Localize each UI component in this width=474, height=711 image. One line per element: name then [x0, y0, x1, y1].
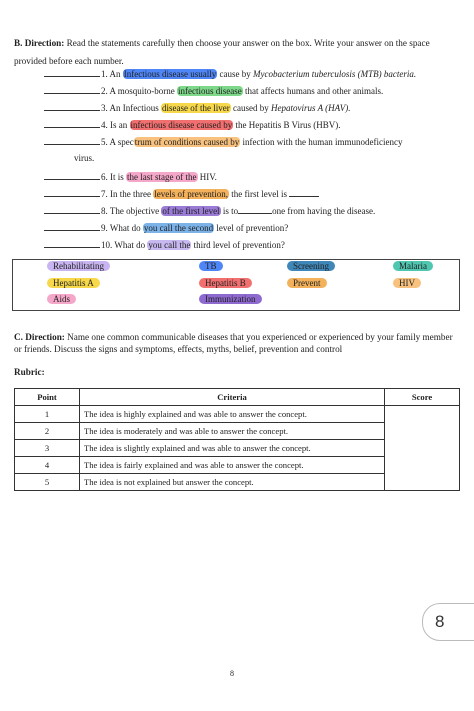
choice-tb: TB: [199, 261, 223, 271]
question-item: [44, 238, 285, 250]
rubric-label: Rubric:: [14, 367, 45, 377]
highlighted-text: disease of the liver: [162, 103, 230, 113]
question-text: the first level is: [228, 189, 290, 199]
question-text: In the three: [110, 189, 154, 199]
rubric-score-cell[interactable]: [385, 406, 460, 491]
question-text: third level of prevention?: [191, 240, 285, 250]
question-number: 8.: [101, 206, 110, 216]
question-text: the Hepatitis B Virus (HBV).: [233, 120, 341, 130]
question-number: 9.: [101, 223, 110, 233]
rubric-point: 4: [15, 457, 80, 474]
answer-blank[interactable]: [44, 67, 100, 77]
page-badge[interactable]: 8: [422, 603, 474, 641]
section-b-instruction: Read the statements carefully then choose your answer on the box. Write your answer on the space provided before each number.: [14, 38, 430, 66]
question-text: cause by: [217, 69, 253, 79]
choice-immunization: Immunization: [199, 294, 262, 304]
highlighted-text: levels of prevention,: [154, 189, 228, 199]
question-item: [44, 84, 383, 96]
inline-answer-blank[interactable]: [289, 187, 319, 197]
highlighted-text: you call the: [148, 240, 191, 250]
question-text: HIV.: [197, 172, 217, 182]
question-item: [44, 67, 416, 79]
section-c-instruction: Name one common communicable diseases that you experienced or experienced by your family member or friends. Discuss the signs and symptoms, effects, myths, belief, prevention and control: [14, 332, 453, 354]
question-text: What do: [114, 240, 148, 250]
answer-blank[interactable]: [44, 187, 100, 197]
question-item: [44, 118, 341, 130]
question-item: [44, 187, 319, 199]
question-text: that affects humans and other animals.: [242, 86, 384, 96]
question-item: [44, 135, 402, 147]
highlighted-text: trum of conditions caused by: [134, 137, 240, 147]
choice-hepatitis-b: Hepatitis B: [199, 278, 252, 288]
answer-blank[interactable]: [44, 101, 100, 111]
question-number: 4.: [101, 120, 110, 130]
answer-blank[interactable]: [44, 84, 100, 94]
highlighted-text: infectious disease: [178, 86, 242, 96]
question-number: 3.: [101, 103, 110, 113]
rubric-point: 1: [15, 406, 80, 423]
question-text: caused by: [230, 103, 271, 113]
question-text: An Infectious: [109, 103, 162, 113]
question-text: level of prevention?: [214, 223, 289, 233]
page-number: 8: [230, 669, 234, 678]
question-text: A mosquito-borne: [109, 86, 178, 96]
rubric-criteria: The idea is slightly explained and was able to answer the concept.: [80, 440, 385, 457]
question-text: It is: [110, 172, 127, 182]
rubric-point: 5: [15, 474, 80, 491]
rubric-row: [15, 406, 460, 423]
question-number: 5.: [101, 137, 110, 147]
question-item: [44, 170, 217, 182]
question-text: one from having the disease.: [272, 206, 376, 216]
choice-hepatitis-a: Hepatitis A: [47, 278, 100, 288]
rubric-table: [14, 388, 460, 491]
answer-blank[interactable]: [44, 135, 100, 145]
highlighted-text: you call the second: [143, 223, 214, 233]
choice-hiv: HIV: [393, 278, 421, 288]
highlighted-text: Infectious disease usually: [123, 69, 217, 79]
answer-blank[interactable]: [44, 238, 100, 248]
question-wrap-text: virus.: [74, 153, 95, 163]
choice-prevent: Prevent: [287, 278, 327, 288]
question-number: 6.: [101, 172, 110, 182]
question-text: An: [109, 69, 123, 79]
question-number: 2.: [101, 86, 110, 96]
question-number: 10.: [101, 240, 115, 250]
section-c-direction: [14, 331, 460, 355]
rubric-point: 2: [15, 423, 80, 440]
section-c-label: C. Direction:: [14, 332, 65, 342]
answer-blank[interactable]: [44, 204, 100, 214]
question-number: 1.: [101, 69, 110, 79]
question-text: Mycobacterium tuberculosis (MTB) bacteria.: [253, 69, 417, 79]
rubric-point: 3: [15, 440, 80, 457]
rubric-header-criteria: Criteria: [80, 389, 385, 406]
answer-blank[interactable]: [44, 221, 100, 231]
question-item: [44, 221, 288, 233]
question-text: infection with the human immunodeficiency: [240, 137, 403, 147]
question-text: A spec: [109, 137, 134, 147]
section-b-direction: [14, 34, 462, 70]
highlighted-text: of the first level: [162, 206, 220, 216]
rubric-criteria: The idea is not explained but answer the concept.: [80, 474, 385, 491]
question-number: 7.: [101, 189, 110, 199]
highlighted-text: infectious disease caused by: [130, 120, 233, 130]
choice-rehabilitating: Rehabilitating: [47, 261, 110, 271]
choice-malaria: Malaria: [393, 261, 433, 271]
question-item: [44, 101, 350, 113]
inline-answer-blank[interactable]: [238, 204, 272, 214]
choice-aids: Aids: [47, 294, 76, 304]
question-text: What do: [109, 223, 143, 233]
question-text: is to: [220, 206, 239, 216]
question-text: The objective: [109, 206, 162, 216]
rubric-criteria: The idea is moderately and was able to answer the concept.: [80, 423, 385, 440]
highlighted-text: the last stage of the: [127, 172, 197, 182]
rubric-header-row: [15, 389, 460, 406]
rubric-criteria: The idea is fairly explained and was able to answer the concept.: [80, 457, 385, 474]
section-b-label: B. Direction:: [14, 38, 65, 48]
rubric-header-point: Point: [15, 389, 80, 406]
choice-screening: Screening: [287, 261, 335, 271]
answer-blank[interactable]: [44, 118, 100, 128]
rubric-criteria: The idea is highly explained and was able to answer the concept.: [80, 406, 385, 423]
question-text: Hepatovirus A (HAV).: [271, 103, 351, 113]
answer-blank[interactable]: [44, 170, 100, 180]
rubric-header-score: Score: [385, 389, 460, 406]
question-item: [44, 204, 375, 216]
question-text: Is an: [110, 120, 130, 130]
answer-choices-box: [12, 259, 460, 311]
